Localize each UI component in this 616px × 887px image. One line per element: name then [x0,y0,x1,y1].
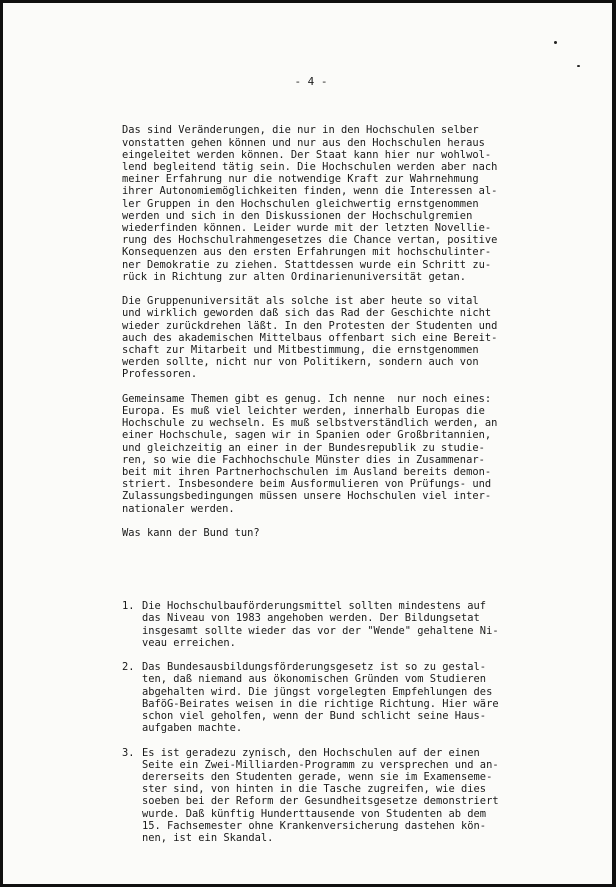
text-line: und wirklich geworden daß sich das Rad der Geschichte nicht [122,307,492,320]
text-line: aufgaben machte. [142,722,243,735]
text-line: rück in Richtung zur alten Ordinarienuniversität getan. [122,270,467,283]
list-gap [122,734,562,746]
scan-speck [554,41,557,44]
text-line: Was kann der Bund tun? [122,527,260,540]
text-line: Europa. Es muß viel leichter werden, innerhalb Europas die [122,405,485,418]
body-text [122,100,562,869]
text-line: wieder zurückdrehen läßt. In den Protesten der Studenten und [122,319,498,332]
list-gap [122,649,562,661]
text-line: Das sind Veränderungen, die nur in den Hochschulen selber [122,124,479,137]
text-line: Das Bundesausbildungsförderungsgesetz ist so zu gestal- [142,661,487,674]
paragraph-gap [122,381,562,393]
list-number: 2. [122,661,135,674]
text-line: einer Hochschule, sagen wir in Spanien oder Großbritannien, [122,429,492,442]
text-line: auch des akademischen Mittelbaus offenbart sich eine Bereit- [122,331,498,344]
list-number: 1. [122,600,135,613]
text-line: eingeleitet werden können. Der Staat kann hier nur wohlwol- [122,148,492,161]
scan-speck [577,65,580,67]
list-item-text [142,747,499,845]
text-line: lend begleitend tätig sein. Die Hochschulen werden aber nach [122,161,498,174]
text-line: wiederfinden können. Leider wurde mit der letzten Novellie- [122,222,492,235]
text-line: das Niveau von 1983 angehoben werden. Der Bildungsetat [142,612,480,625]
text-line: ren, so wie die Fachhochschule Münster dies in Zusammenar- [122,453,485,466]
text-line: abgehalten wird. Die jüngst vorgelegten Empfehlungen des [142,685,493,698]
list-number: 3. [122,746,135,759]
list-item-text [142,600,499,649]
text-line: wurde. Daß künftig Hunderttausende von Studenten ab dem [142,807,487,820]
paragraph [122,124,562,283]
text-line: Hochschule zu wechseln. Es muß selbstverständlich werden, an [122,417,498,430]
paragraph [122,393,562,515]
list-item [122,600,562,649]
text-line: ler Gruppen in den Hochschulen gleichwertig ernstgenommen [122,197,479,210]
text-line: werden und sich in den Diskussionen der Hochschulgremien [122,209,473,222]
paragraph-gap [122,283,562,295]
text-line: nen, ist ein Skandal. [142,832,274,845]
text-line: nationaler werden. [122,502,235,515]
text-line: Es ist geradezu zynisch, den Hochschulen auf der einen [142,746,480,759]
text-line: Professoren. [122,368,198,381]
text-line: insgesamt sollte wieder das vor der "Wende" gehaltene Ni- [142,624,499,637]
text-line: rung des Hochschulrahmengesetzes die Chance vertan, positive [122,234,498,247]
text-line: soeben bei der Reform der Gesundheitsgesetze demonstriert [142,795,499,808]
numbered-list [122,600,562,844]
text-line: veau erreichen. [142,636,236,649]
page-number: - 4 - [294,75,328,88]
text-line: dererseits den Studenten gerade, wenn sie im Examenseme- [142,771,493,784]
text-line: 15. Fachsemester ohne Krankenversicherung dastehen kön- [142,819,487,832]
text-line: und gleichzeitig an einer in der Bundesrepublik zu studie- [122,441,485,454]
text-line: Seite ein Zwei-Milliarden-Programm zu versprechen und an- [142,758,499,771]
section-question [122,527,562,539]
text-line: ten, daß niemand aus ökonomischen Gründen vom Studieren [142,673,487,686]
text-line: schon viel geholfen, wenn der Bund schlicht seine Haus- [142,710,487,723]
text-line: ner Demokratie zu ziehen. Stattdessen wurde ein Schritt zu- [122,258,492,271]
list-item [122,747,562,845]
list-item-text [142,661,499,734]
text-line: striert. Insbesondere beim Ausformulieren von Prüfungs- und [122,478,492,491]
text-line: meiner Erfahrung nur die notwendige Kraft zur Wahrnehmung [122,173,479,186]
list-item [122,661,562,734]
text-line: BaföG-Beirates weisen in die richtige Richtung. Hier wäre [142,697,499,710]
text-line: ster sind, von hinten in die Tasche zugreifen, wie dies [142,783,487,796]
text-line: Zulassungsbedingungen müssen unsere Hochschulen viel inter- [122,490,492,503]
text-line: werden sollte, nicht nur von Politikern, sondern auch von [122,356,479,369]
paragraph-block [122,124,562,539]
text-line: Gemeinsame Themen gibt es genug. Ich nenne nur noch eines: [122,392,492,405]
text-line: beit mit ihren Partnerhochschulen im Ausland bereits demon- [122,466,492,479]
paragraph-gap [122,515,562,527]
text-line: Konsequenzen aus den ersten Erfahrungen mit hochschulinter- [122,246,492,259]
text-line: ihrer Autonomiemöglichkeiten finden, wenn die Interessen al- [122,185,498,198]
paragraph [122,295,562,380]
paragraph-gap [122,564,562,576]
text-line: vonstatten gehen können und nur aus den Hochschulen heraus [122,136,485,149]
text-line: Die Gruppenuniversität als solche ist aber heute so vital [122,295,479,308]
text-line: Die Hochschulbauförderungsmittel sollten mindestens auf [142,600,487,613]
text-line: schaft zur Mitarbeit und Mitbestimmung, die ernstgenommen [122,344,479,357]
